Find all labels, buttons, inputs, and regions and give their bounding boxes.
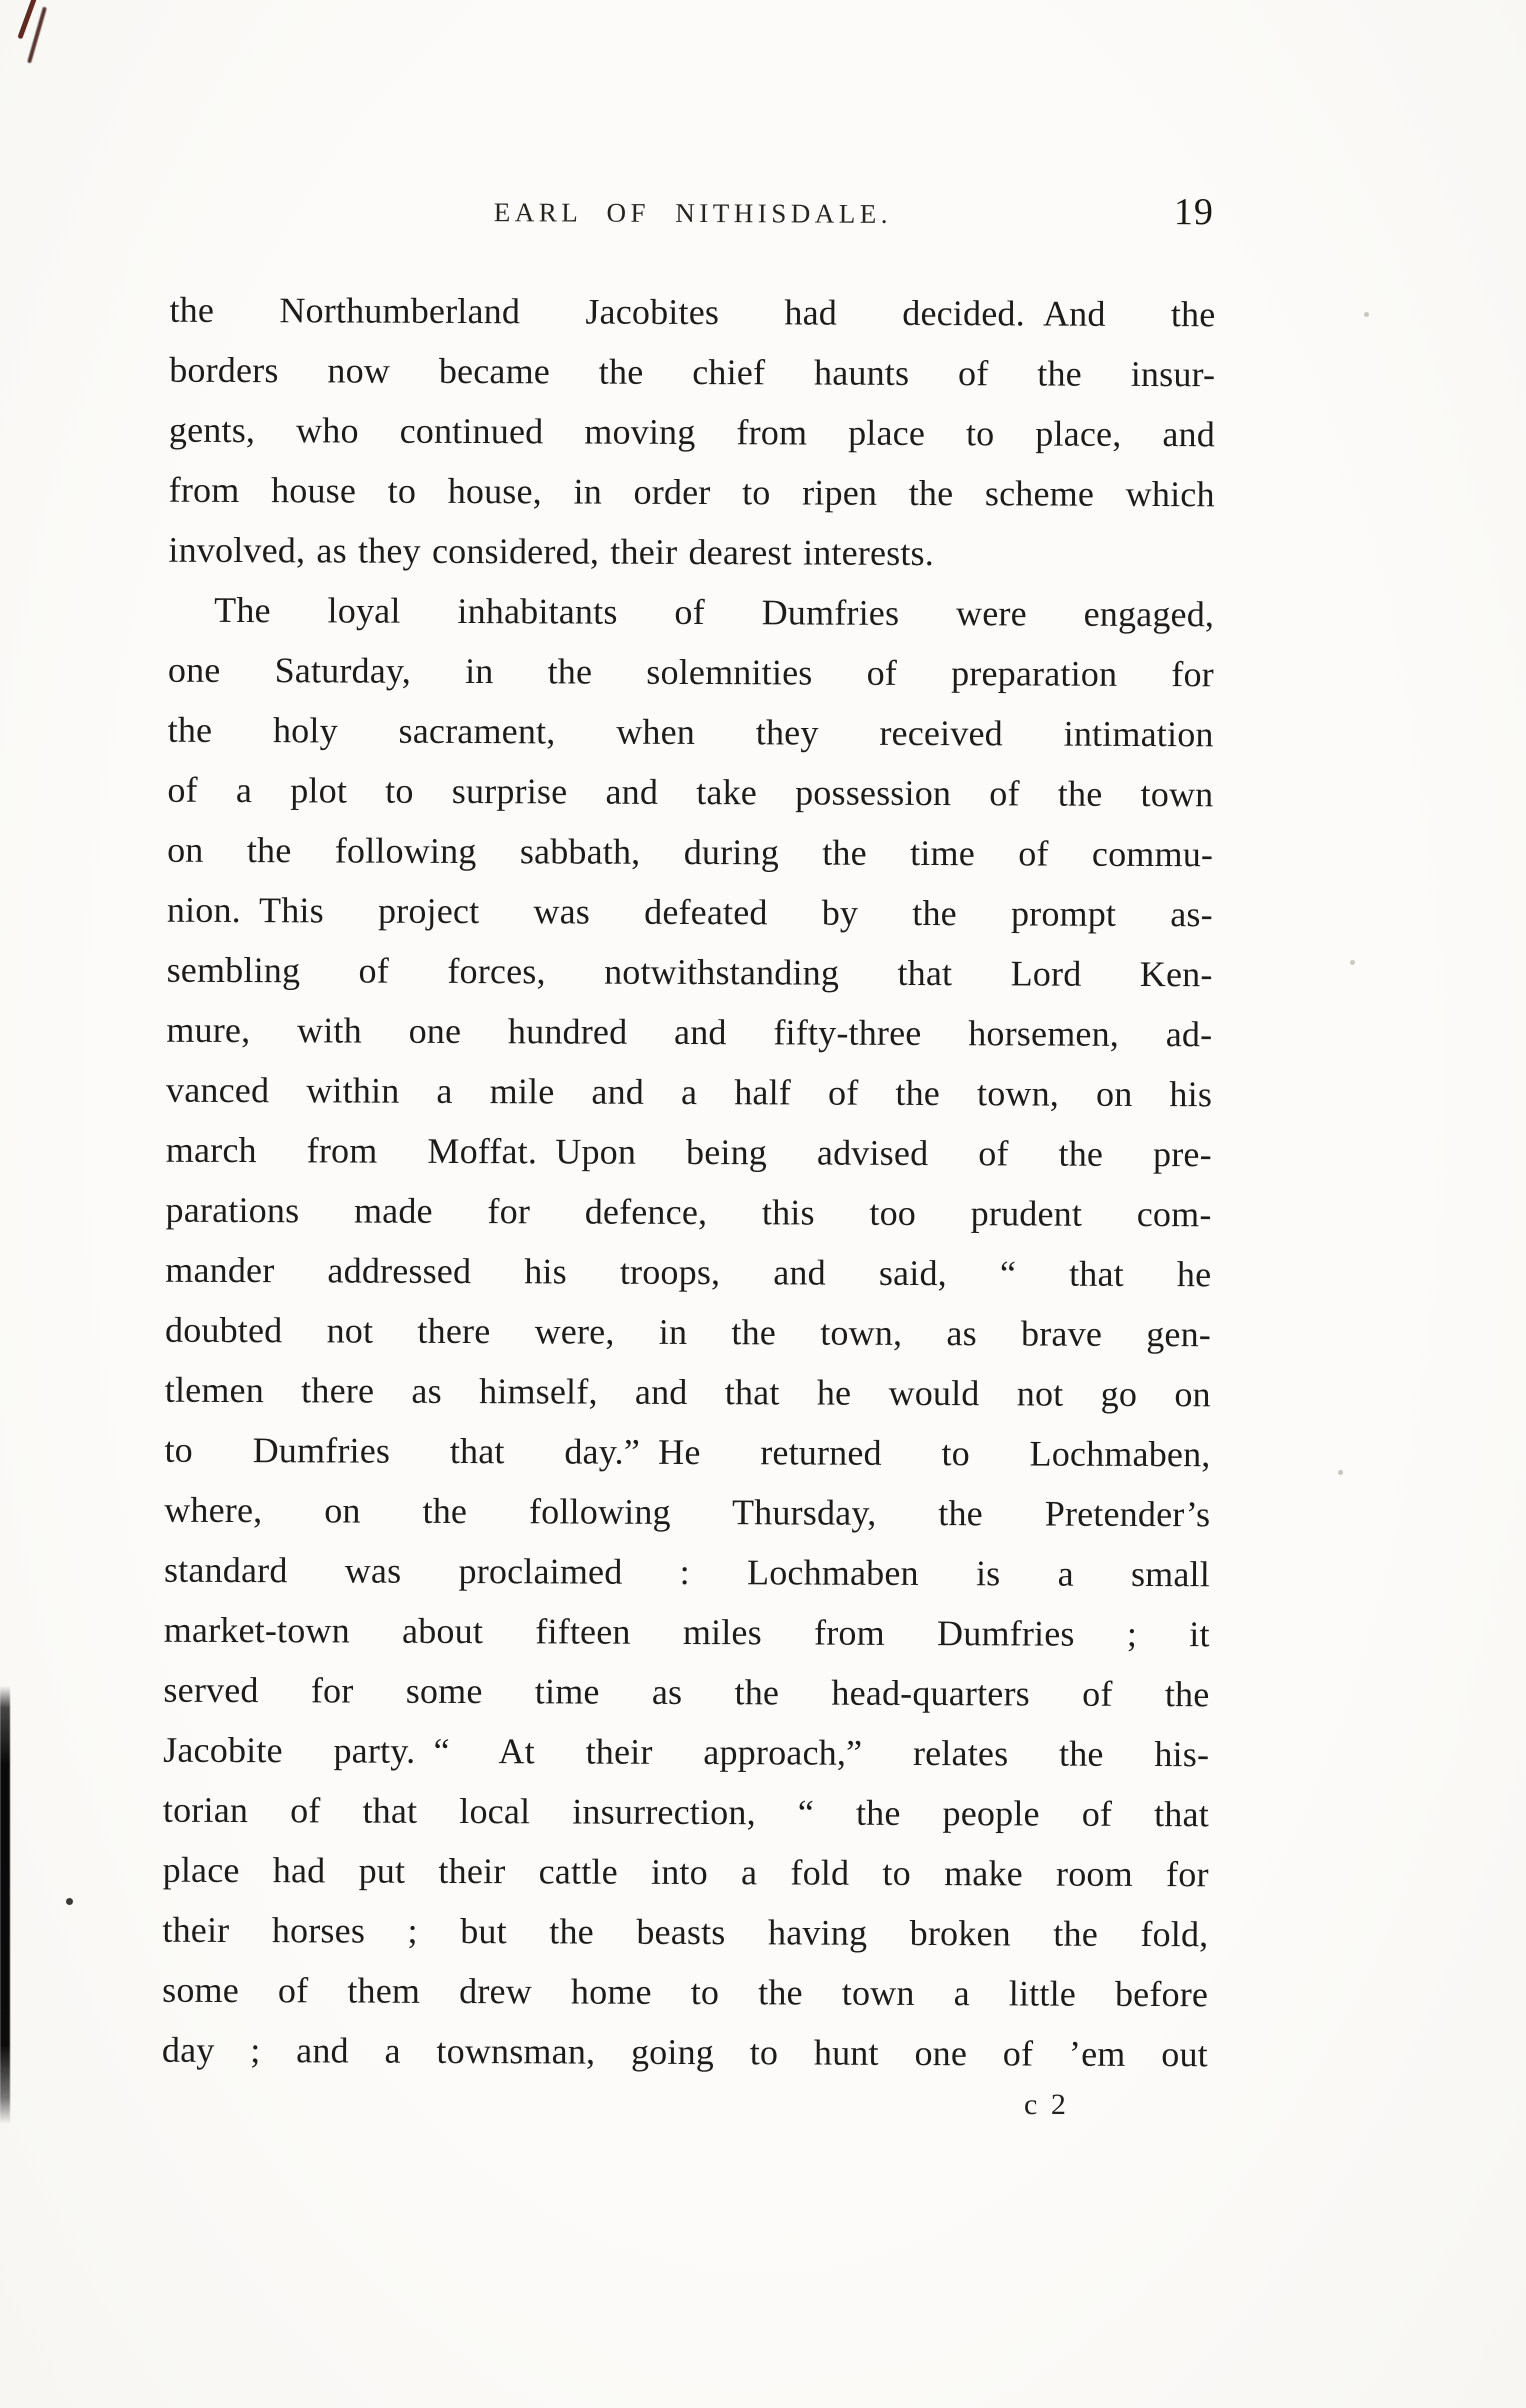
body-text (162, 280, 1216, 2085)
scan-speck (1350, 960, 1355, 965)
text-line: served for some time as the head-quarters of the (163, 1669, 1210, 1715)
text-line: mander addressed his troops, and said, “ that he (165, 1249, 1212, 1295)
text-line: where, on the following Thursday, the Pretender’s (164, 1489, 1211, 1535)
text-line: mure, with one hundred and fifty-three horsemen, ad- (166, 1009, 1213, 1055)
text-line: to Dumfries that day.” He returned to Lochmaben, (164, 1429, 1211, 1475)
text-line: some of them drew home to the town a little before (162, 1969, 1209, 2015)
scan-speck (66, 1898, 73, 1905)
text-line: day ; and a townsman, going to hunt one of ’em out (161, 2029, 1208, 2075)
text-line: one Saturday, in the solemnities of preparation for (167, 649, 1215, 695)
text-line: place had put their cattle into a fold to make room for (162, 1849, 1209, 1895)
scan-speck (1338, 1470, 1343, 1475)
text-line: tlemen there as himself, and that he would not go on (164, 1369, 1211, 1415)
text-line: torian of that local insurrection, “ the people of that (162, 1789, 1210, 1835)
signature-mark: c 2 (1024, 2088, 1069, 2121)
text-line: standard was proclaimed : Lochmaben is a small (163, 1549, 1211, 1595)
text-line: nion. This project was defeated by the prompt as- (166, 889, 1213, 935)
page-header (170, 191, 1216, 243)
text-line: gents, who continued moving from place to place, and (168, 409, 1216, 455)
text-line: The loyal inhabitants of Dumfries were engaged, (214, 589, 1215, 635)
text-line: march from Moffat. Upon being advised of the pre- (165, 1129, 1212, 1175)
text-line: borders now became the chief haunts of the insur- (169, 349, 1216, 395)
text-line: on the following sabbath, during the time of commu- (167, 829, 1214, 875)
text-line: their horses ; but the beasts having broken the fold, (162, 1909, 1209, 1955)
page-number: 19 (1173, 191, 1215, 234)
scan-speck (1364, 312, 1369, 317)
text-line: sembling of forces, notwithstanding that Lord Ken- (166, 949, 1213, 995)
text-line: doubted not there were, in the town, as brave gen- (164, 1309, 1212, 1355)
text-line: Jacobite party. “ At their approach,” relates the his- (163, 1729, 1210, 1775)
page-content (161, 191, 1216, 2085)
binding-shadow-bar (0, 1686, 10, 2124)
text-line: the holy sacrament, when they received intimation (167, 709, 1214, 755)
text-line: of a plot to surprise and take possession of the town (167, 769, 1214, 815)
text-line: involved, as they considered, their dearest interests. (168, 529, 935, 574)
text-line: vanced within a mile and a half of the town, on his (166, 1069, 1213, 1115)
running-title: EARL OF NITHISDALE. (493, 197, 893, 229)
text-line: from house to house, in order to ripen the scheme which (168, 469, 1215, 515)
text-line: the Northumberland Jacobites had decided. And the (169, 289, 1216, 335)
text-line: market-town about fifteen miles from Dumfries ; it (163, 1609, 1210, 1655)
text-line: parations made for defence, this too prudent com- (165, 1189, 1212, 1235)
